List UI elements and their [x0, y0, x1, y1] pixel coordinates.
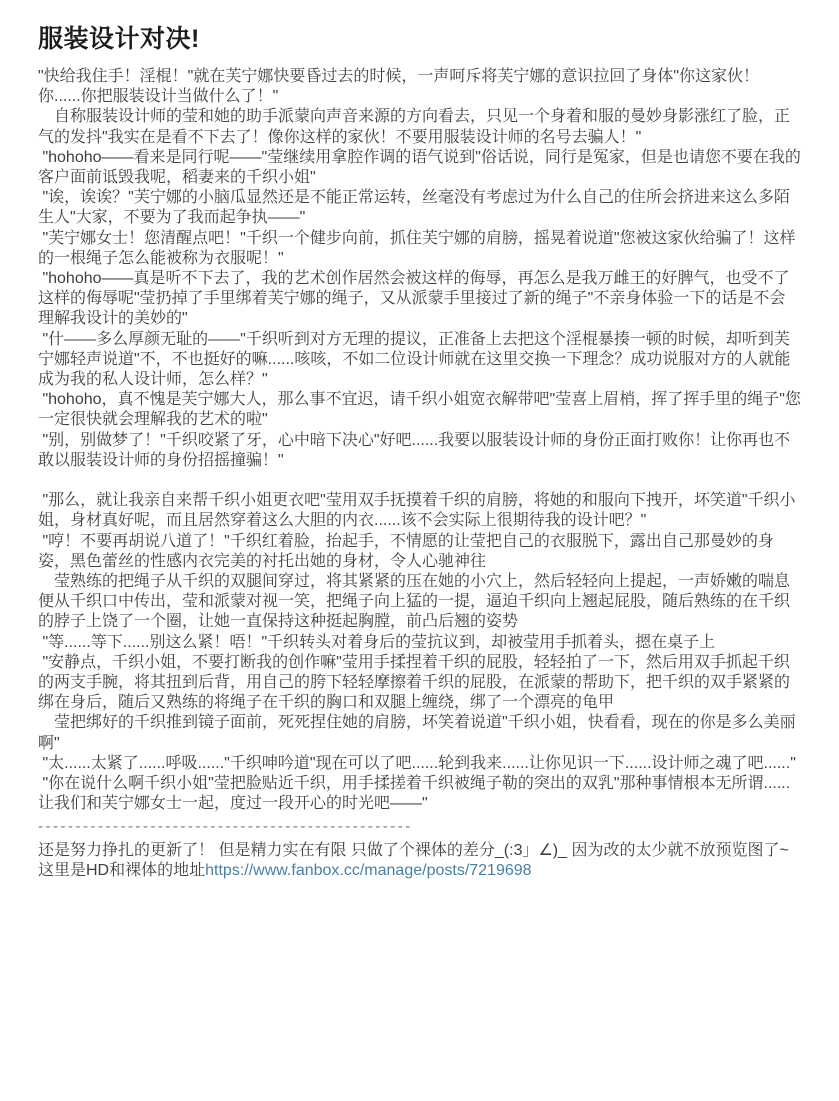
story-paragraph: "别，别做梦了！"千织咬紧了牙，心中暗下决心"好吧......我要以服装设计师的身份正面打败你！让你再也不敢以服装设计师的身份招摇撞骗！" — [38, 431, 791, 469]
story-paragraph: "太......太紧了......呼吸......"千织呻吟道"现在可以了吧......轮到我来......让你见识一下......设计师之魂了吧......" — [38, 754, 796, 772]
story-paragraph: "什——多么厚颜无耻的——"千织听到对方无理的提议，正准备上去把这个淫棍暴揍一顿的时候，却听到芙宁娜轻声说道"不，不也挺好的嘛......咳咳，不如二位设计师就在这里交换一下理念？成功说服对方的人就能成为我的私人设计师，怎么样？" — [38, 330, 791, 389]
story-paragraph: "那么，就让我亲自来帮千织小姐更衣吧"莹用双手抚摸着千织的肩膀，将她的和服向下拽开，坏笑道"千织小姐，身材真好呢，而且居然穿着这么大胆的内衣......该不会实际上很期待我的设计吧？" — [38, 492, 796, 530]
author-footer — [38, 841, 801, 881]
story-paragraph: "你在说什么啊千织小姐"莹把脸贴近千织，用手揉搓着千织被绳子勒的突出的双乳"那种事情根本无所谓......让我们和芙宁娜女士一起，度过一段开心的时光吧——" — [38, 775, 791, 813]
story-paragraph: "哼！不要再胡说八道了！"千织红着脸，抬起手，不情愿的让莹把自己的衣服脱下，露出自己那曼妙的身姿，黑色蕾丝的性感内衣完美的衬托出她的身材，令人心驰神往 — [38, 532, 774, 570]
link-line — [38, 861, 801, 881]
story-paragraph-blank — [38, 471, 801, 491]
story-paragraph: "快给我住手！淫棍！"就在芙宁娜快要昏过去的时候，一声呵斥将芙宁娜的意识拉回了身体"你这家伙！你......你把服装设计当做什么了！" — [38, 68, 760, 106]
fanbox-post-link[interactable]: https://www.fanbox.cc/manage/posts/7219698 — [205, 861, 532, 879]
story-paragraph: 莹把绑好的千织推到镜子面前，死死捏住她的肩膀，坏笑着说道"千织小姐，快看看，现在的你是多么美丽啊" — [38, 714, 796, 752]
story-body — [38, 67, 801, 815]
story-paragraph: 莹熟练的把绳子从千织的双腿间穿过，将其紧紧的压在她的小穴上，然后轻轻向上提起，一声娇嫩的喘息便从千织口中传出，莹和派蒙对视一笑，把绳子向上猛的一提，逼迫千织向上翘起屁股，随后熟练的在千织的脖子上饶了一个圈，让她一直保持这种挺起胸膛，前凸后翘的姿势 — [38, 573, 791, 631]
story-paragraph: "hohoho——看来是同行呢——"莹继续用拿腔作调的语气说到"俗话说，同行是冤家，但是也请您不要在我的客户面前诋毁我呢，稻妻来的千织小姐" — [38, 148, 801, 187]
story-paragraph: 自称服装设计师的莹和她的助手派蒙向声音来源的方向看去，只见一个身着和服的曼妙身影涨红了脸，正气的发抖"我实在是看不下去了！像你这样的家伙！不要用服装设计师的名号去骗人！" — [38, 108, 791, 146]
story-paragraph: "hohoho——真是听不下去了，我的艺术创作居然会被这样的侮辱，再怎么是我万雌王的好脾气，也受不了这样的侮辱呢"莹扔掉了手里绑着芙宁娜的绳子，又从派蒙手里接过了新的绳子"不亲身体验一下的话是不会理解我设计的美妙的" — [38, 270, 790, 328]
story-paragraph: "诶，诶诶？"芙宁娜的小脑瓜显然还是不能正常运转，丝毫没有考虑过为什么自己的住所会挤进来这么多陌生人"大家，不要为了我而起争执——" — [38, 189, 790, 227]
story-paragraph: "hohoho，真不愧是芙宁娜大人，那么事不宜迟，请千织小姐宽衣解带吧"莹喜上眉梢，挥了挥手里的绳子"您一定很快就会理解我的艺术的啦" — [38, 391, 801, 429]
page-title: 服装设计对决! — [38, 25, 200, 53]
author-note: 还是努力挣扎的更新了！ 但是精力实在有限 只做了个裸体的差分_(:3」∠)_ 因为改的太少就不放预览图了~ — [38, 841, 789, 859]
story-paragraph: "安静点，千织小姐，不要打断我的创作嘛"莹用手揉捏着千织的屁股，轻轻拍了一下，然后用双手抓起千织的两支手腕，将其扭到后背，用自己的胯下轻轻摩擦着千织的屁股，在派蒙的帮助下，把千织的双手紧紧的绑在身后，随后又熟练的将绳子在千织的胸口和双腿上缠绕，绑了一个漂亮的龟甲 — [38, 653, 791, 712]
dashed-divider: -------------------------------------------------- — [38, 817, 413, 835]
link-prefix-text: 这里是HD和裸体的地址 — [38, 861, 206, 879]
story-paragraph: "芙宁娜女士！您清醒点吧！"千织一个健步向前，抓住芙宁娜的肩膀，摇晃着说道"您被这家伙给骗了！这样的一根绳子怎么能被称为衣服呢！" — [38, 229, 796, 267]
story-paragraph: "等......等下......别这么紧！唔！"千织转头对着身后的莹抗议到，却被莹用手抓着头，摁在桌子上 — [38, 633, 716, 651]
